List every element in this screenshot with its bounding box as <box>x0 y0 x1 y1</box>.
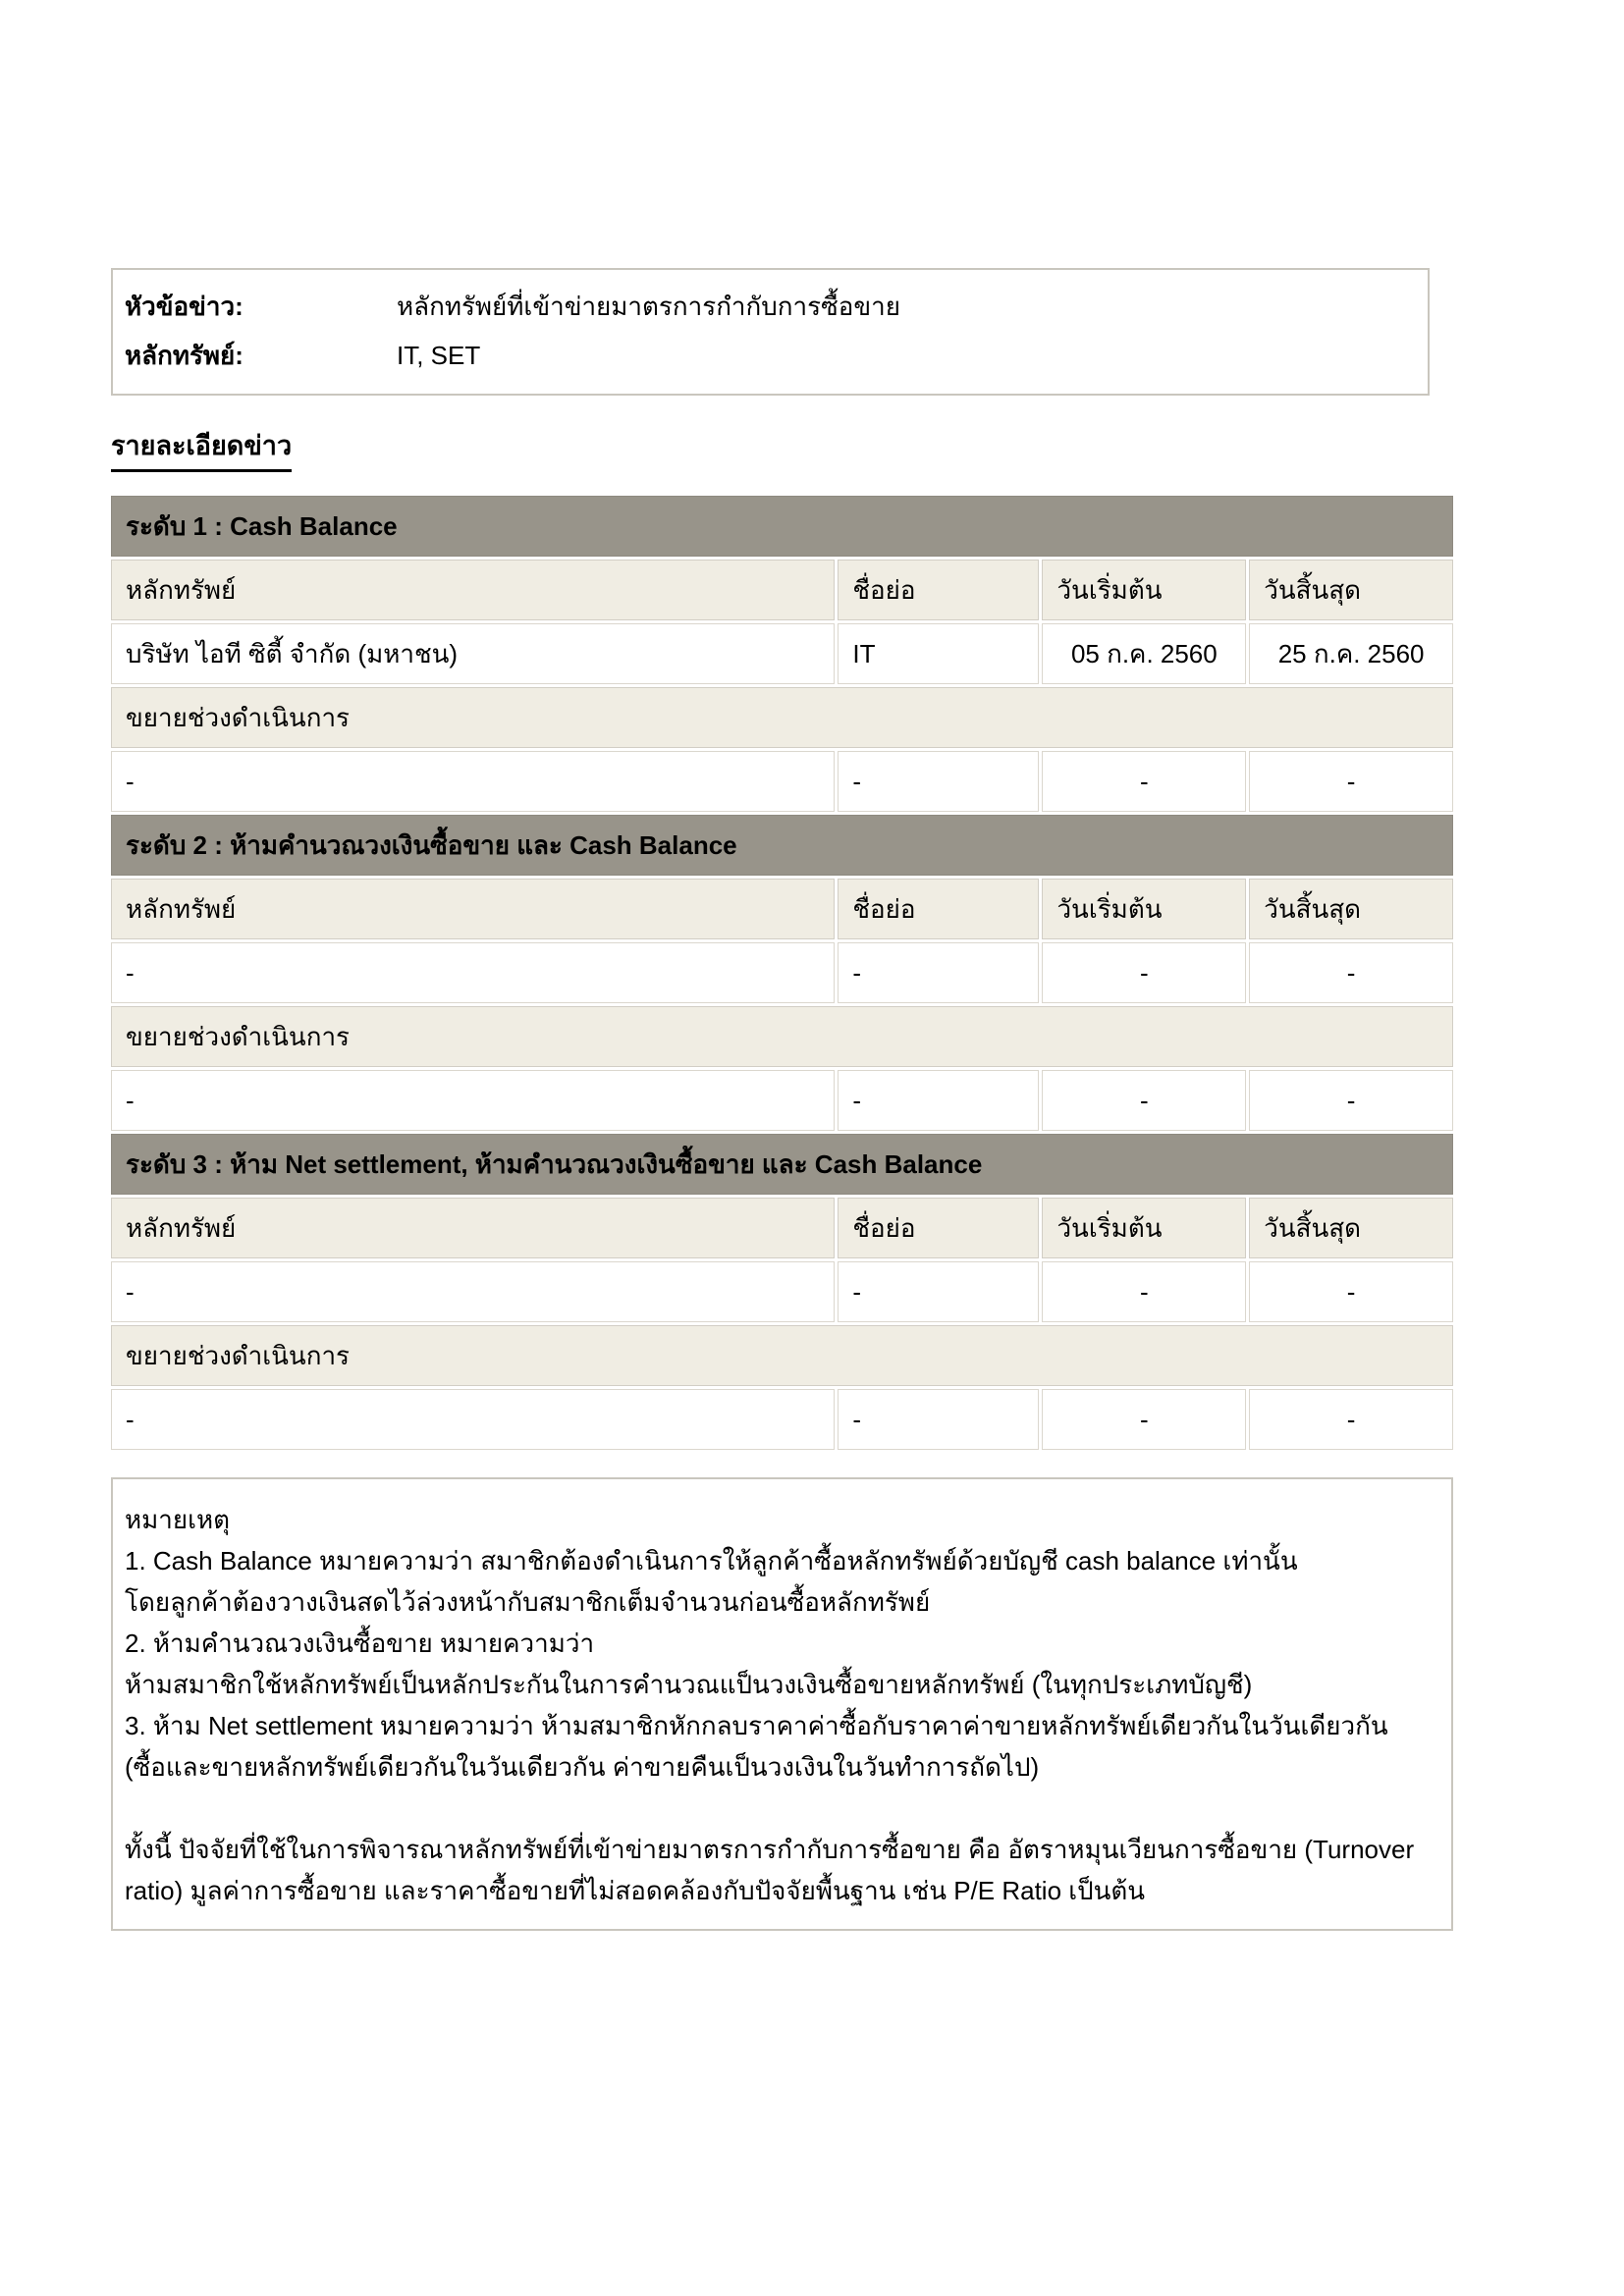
symbol-cell: IT <box>838 623 1039 684</box>
note-line: หมายเหตุ <box>125 1505 231 1534</box>
section-3-extension-header-row <box>111 1325 1453 1386</box>
headline-row <box>113 282 1428 331</box>
security-name-cell: - <box>111 1261 835 1322</box>
end-date-cell: - <box>1249 1389 1453 1450</box>
extension-label: ขยายช่วงดำเนินการ <box>111 687 1453 748</box>
note-line: (ซื้อและขายหลักทรัพย์เดียวกันในวันเดียวกัน ค่าขายคืนเป็นวงเงินในวันทำการถัดไป) <box>125 1752 1040 1782</box>
note-line: 3. ห้าม Net settlement หมายความว่า ห้ามสมาชิกหักกลบราคาค่าซื้อกับราคาค่าขายหลักทรัพย์เดียวกันในวันเดียวกัน <box>125 1711 1388 1740</box>
note-line: ratio) มูลค่าการซื้อขาย และราคาซื้อขายที่ไม่สอดคล้องกับปัจจัยพื้นฐาน เช่น P/E Ratio เป็นต้น <box>125 1876 1146 1905</box>
security-name-cell: - <box>111 1389 835 1450</box>
note-line: 1. Cash Balance หมายความว่า สมาชิกต้องดำเนินการให้ลูกค้าซื้อหลักทรัพย์ด้วยบัญชี cash balance เท่านั้น <box>125 1546 1298 1575</box>
note-line: 2. ห้ามคำนวณวงเงินซื้อขาย หมายความว่า <box>125 1629 595 1658</box>
symbol-cell: - <box>838 751 1039 812</box>
news-header-box <box>111 268 1430 396</box>
start-date-cell: - <box>1042 942 1246 1003</box>
col-header-symbol: ชื่อย่อ <box>838 879 1039 939</box>
col-header-symbol: ชื่อย่อ <box>838 1198 1039 1258</box>
start-date-cell: - <box>1042 1389 1246 1450</box>
section-3-header-row <box>111 1134 1453 1195</box>
securities-label: หลักทรัพย์: <box>125 341 244 370</box>
table-row <box>111 751 1453 812</box>
symbol-cell: - <box>838 942 1039 1003</box>
extension-label: ขยายช่วงดำเนินการ <box>111 1006 1453 1067</box>
section-1-extension-header-row <box>111 687 1453 748</box>
security-name-cell: บริษัท ไอที ซิตี้ จำกัด (มหาชน) <box>111 623 835 684</box>
col-header-start-date: วันเริ่มต้น <box>1042 1198 1246 1258</box>
note-line <box>125 1788 1439 1829</box>
table-row <box>111 1070 1453 1131</box>
section-3-column-header-row <box>111 1198 1453 1258</box>
section-1-title: ระดับ 1 : Cash Balance <box>111 496 1453 557</box>
table-row <box>111 942 1453 1003</box>
col-header-security: หลักทรัพย์ <box>111 560 835 620</box>
section-2-header-row <box>111 815 1453 876</box>
securities-row <box>113 331 1428 380</box>
news-details-heading: รายละเอียดข่าว <box>111 424 292 472</box>
table-row <box>111 623 1453 684</box>
col-header-end-date: วันสิ้นสุด <box>1249 1198 1453 1258</box>
start-date-cell: - <box>1042 751 1246 812</box>
start-date-cell: - <box>1042 1261 1246 1322</box>
start-date-cell: 05 ก.ค. 2560 <box>1042 623 1246 684</box>
col-header-start-date: วันเริ่มต้น <box>1042 560 1246 620</box>
end-date-cell: - <box>1249 751 1453 812</box>
security-name-cell: - <box>111 751 835 812</box>
note-line: ห้ามสมาชิกใช้หลักทรัพย์เป็นหลักประกันในการคำนวณแป็นวงเงินซื้อขายหลักทรัพย์ (ในทุกประเภทบัญชี) <box>125 1670 1253 1699</box>
table-row <box>111 1389 1453 1450</box>
security-name-cell: - <box>111 1070 835 1131</box>
section-1-header-row <box>111 496 1453 557</box>
end-date-cell: - <box>1249 942 1453 1003</box>
security-name-cell: - <box>111 942 835 1003</box>
headline-label: หัวข้อข่าว: <box>125 292 244 321</box>
trading-measures-table <box>108 493 1456 1453</box>
symbol-cell: - <box>838 1389 1039 1450</box>
end-date-cell: - <box>1249 1070 1453 1131</box>
symbol-cell: - <box>838 1261 1039 1322</box>
section-2-column-header-row <box>111 879 1453 939</box>
end-date-cell: - <box>1249 1261 1453 1322</box>
section-3-title: ระดับ 3 : ห้าม Net settlement, ห้ามคำนวณวงเงินซื้อขาย และ Cash Balance <box>111 1134 1453 1195</box>
note-line: โดยลูกค้าต้องวางเงินสดไว้ล่วงหน้ากับสมาชิกเต็มจำนวนก่อนซื้อหลักทรัพย์ <box>125 1587 931 1617</box>
notes-box <box>111 1477 1453 1931</box>
col-header-security: หลักทรัพย์ <box>111 879 835 939</box>
col-header-end-date: วันสิ้นสุด <box>1249 560 1453 620</box>
start-date-cell: - <box>1042 1070 1246 1131</box>
col-header-start-date: วันเริ่มต้น <box>1042 879 1246 939</box>
col-header-symbol: ชื่อย่อ <box>838 560 1039 620</box>
symbol-cell: - <box>838 1070 1039 1131</box>
col-header-security: หลักทรัพย์ <box>111 1198 835 1258</box>
section-1-column-header-row <box>111 560 1453 620</box>
section-2-extension-header-row <box>111 1006 1453 1067</box>
section-2-title: ระดับ 2 : ห้ามคำนวณวงเงินซื้อขาย และ Cash Balance <box>111 815 1453 876</box>
extension-label: ขยายช่วงดำเนินการ <box>111 1325 1453 1386</box>
table-row <box>111 1261 1453 1322</box>
col-header-end-date: วันสิ้นสุด <box>1249 879 1453 939</box>
note-line: ทั้งนี้ ปัจจัยที่ใช้ในการพิจารณาหลักทรัพย์ที่เข้าข่ายมาตรการกำกับการซื้อขาย คือ อัตราหมุนเวียนการซื้อขาย (Turnover <box>125 1835 1415 1864</box>
end-date-cell: 25 ก.ค. 2560 <box>1249 623 1453 684</box>
headline-value: หลักทรัพย์ที่เข้าข่ายมาตรการกำกับการซื้อขาย <box>397 292 900 321</box>
securities-value: IT, SET <box>397 341 481 370</box>
